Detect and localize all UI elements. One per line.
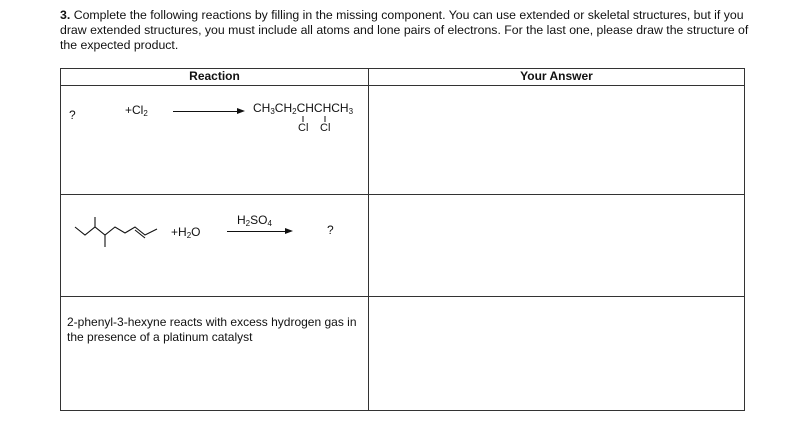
alkene-structure-icon — [69, 213, 169, 251]
reaction-3-description: 2-phenyl-3-hexyne reacts with excess hydrogen gas in the presence of a platinum catalyst — [67, 315, 357, 344]
reaction-1-reactant: ? — [69, 108, 76, 122]
reaction-3-cell — [61, 297, 369, 411]
reaction-2-cell — [61, 195, 369, 297]
reaction-1-arrow — [173, 111, 239, 112]
reaction-table — [60, 68, 745, 411]
answer-1-cell[interactable] — [369, 86, 745, 195]
answer-2-cell[interactable] — [369, 195, 745, 297]
question-text — [60, 8, 760, 53]
header-answer: Your Answer — [369, 69, 745, 86]
reaction-2-arrow — [227, 231, 287, 232]
reaction-1-product: $CH_3CH_2CHCHCH_3$ — [253, 101, 354, 116]
reaction-1-substituent-1: Cl — [298, 122, 309, 134]
reaction-1-cell — [61, 86, 369, 195]
reaction-2-product: ? — [327, 223, 334, 237]
reaction-2-catalyst: $H_2SO_4$ — [237, 213, 272, 228]
question-number: 3. — [60, 8, 71, 22]
header-reaction: Reaction — [61, 69, 369, 86]
reaction-2-arrow-head — [285, 228, 293, 234]
reaction-1-substituent-2: Cl — [320, 122, 331, 134]
reaction-1-reagent: $+Cl_2$ — [125, 103, 148, 118]
answer-3-cell[interactable] — [369, 297, 745, 411]
question-body: Complete the following reactions by filling in the missing component. You can use extended or skeletal structures, but if you draw extended structures, you must include all atoms and lone pairs of electrons. For the last one, please draw the structure of the expected product. — [60, 8, 749, 52]
reaction-1-arrow-head — [237, 108, 245, 114]
reaction-2-reagent: $+H_2O$ — [171, 225, 201, 240]
